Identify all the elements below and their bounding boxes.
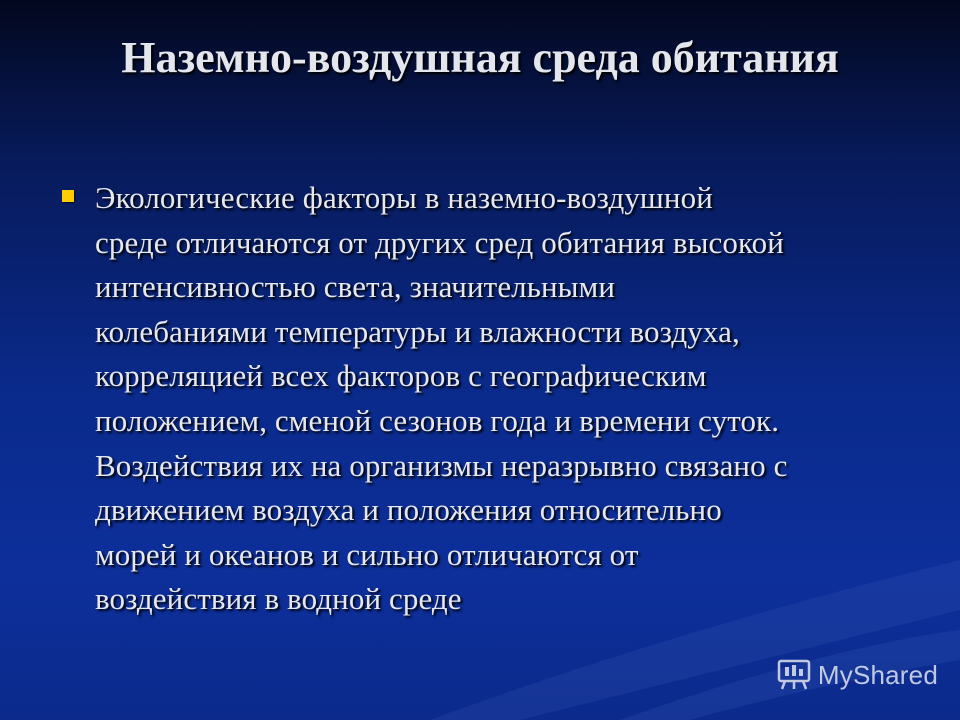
presentation-board-icon <box>776 658 812 692</box>
slide-title: Наземно-воздушная среда обитания <box>121 33 839 82</box>
bullet-icon <box>62 190 74 202</box>
watermark <box>776 658 938 692</box>
body-paragraph: Экологические факторы в наземно-воздушной среде отличаются от других сред обитания высокой интенсивностью света, значительными колебаниями температуры и влажности воздуха, корреляцией всех факторов с географическим положением, сменой сезонов года и времени суток. Воздействия их на организмы неразрывно связано с движением воздуха и положения относительно морей и океанов и сильно отличаются от воздействия в водной среде <box>95 180 788 617</box>
watermark-text: MyShared <box>817 659 938 690</box>
content-area <box>60 176 920 622</box>
